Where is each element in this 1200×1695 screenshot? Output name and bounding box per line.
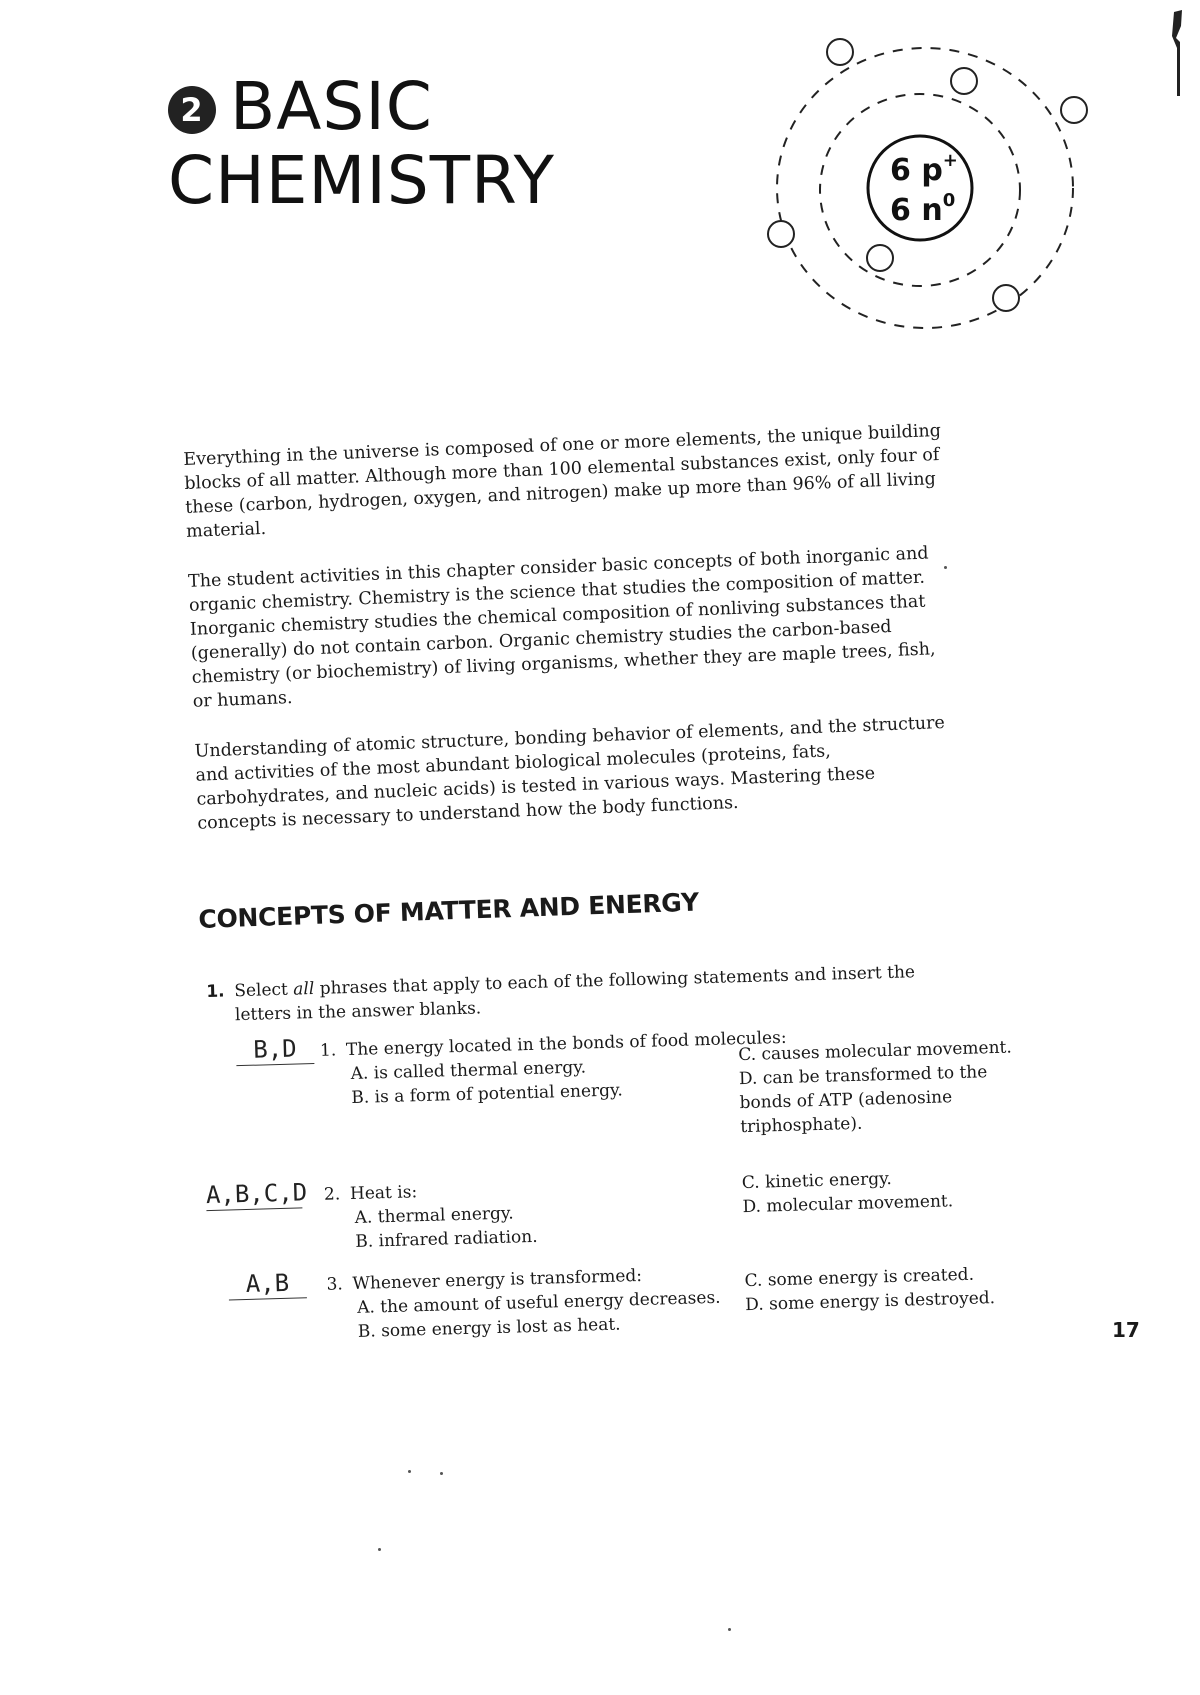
scan-speck — [440, 1472, 443, 1475]
electron — [951, 68, 977, 94]
option-a: A. the amount of useful energy decreases. — [356, 1287, 721, 1318]
electron — [993, 285, 1019, 311]
carbon-atom-diagram — [750, 20, 1090, 360]
option-a: A. is called thermal energy. — [350, 1057, 587, 1084]
section-heading: CONCEPTS OF MATTER AND ENERGY — [198, 887, 700, 934]
electron — [1061, 97, 1087, 123]
exercise-instruction: 1. Select all phrases that apply to each of the following statements and insert the letters in the answer blanks. — [206, 957, 1037, 1028]
question-number: 2. — [323, 1184, 341, 1205]
option-a: A. thermal energy. — [354, 1203, 514, 1228]
question-item — [208, 1013, 1041, 1146]
question-number: 3. — [326, 1274, 344, 1295]
chapter-number-badge: 2 — [168, 86, 216, 134]
question-stem: Heat is: — [349, 1182, 418, 1205]
question-stem: Whenever energy is transformed: — [352, 1265, 643, 1295]
chapter-introduction — [183, 419, 958, 862]
scan-speck — [378, 1548, 381, 1551]
nucleus-neutrons: 6 $n^0$ — [890, 190, 956, 228]
chapter-title-line2: CHEMISTRY — [168, 142, 555, 219]
option-d: D. can be transformed to the bonds of ATP (adenosine triphosphate). — [738, 1062, 988, 1138]
option-b: B. some energy is lost as heat. — [357, 1314, 621, 1342]
intro-paragraph: Understanding of atomic structure, bonding behavior of elements, and the structure and activities of the most abundant biological molecules (proteins, fats, carbohydrates, and nucleic acids) is tested in various ways. Mastering these concepts is necessary to understand how the body functions. — [194, 712, 946, 834]
question-item — [205, 1157, 1044, 1252]
option-b: B. infrared radiation. — [355, 1226, 538, 1252]
answer-blank[interactable]: B,D — [236, 1033, 315, 1066]
intro-paragraph: Everything in the universe is composed of one or more elements, the unique building blocks of all matter. Although more than 100 elemental substances exist, only four of these (carbon, hydrogen, oxygen, and nitrogen) make up more than 96% of all living material. — [183, 420, 942, 542]
exercise-number: 1. — [206, 981, 225, 1002]
answer-blank[interactable]: A,B — [228, 1267, 307, 1300]
scan-edge-mark — [1168, 8, 1184, 98]
question-number: 1. — [319, 1040, 337, 1061]
answer-blank[interactable]: A,B,C,D — [205, 1178, 308, 1210]
electron — [768, 221, 794, 247]
electron — [867, 245, 893, 271]
nucleus-protons: 6 p+ — [890, 150, 958, 188]
option-c: C. causes molecular movement. — [738, 1037, 1013, 1066]
scan-speck — [408, 1470, 411, 1473]
chapter-title — [168, 70, 555, 218]
electron — [827, 39, 853, 65]
scan-speck — [944, 566, 947, 569]
question-stem: The energy located in the bonds of food molecules: — [345, 1027, 787, 1061]
option-c: C. some energy is created. — [744, 1264, 975, 1292]
option-d: D. some energy is destroyed. — [745, 1288, 996, 1316]
question-item — [214, 1247, 1046, 1340]
option-d: D. molecular movement. — [742, 1191, 954, 1218]
chapter-title-line1: BASIC — [230, 68, 433, 145]
option-c: C. kinetic energy. — [741, 1168, 893, 1194]
intro-paragraph: The student activities in this chapter consider basic concepts of both inorganic and organic chemistry. Chemistry is the science that studies the composition of matter. Inorganic chemistry studies the chemical composition of nonliving substances that (generally) do not contain carbon. Organic chemistry studies the carbon-based chemistry (or biochemistry) of living organisms, whether they are maple trees, fish, or humans. — [187, 543, 936, 712]
page-number: 17 — [1112, 1318, 1140, 1342]
scan-speck — [728, 1628, 731, 1631]
exercise-1 — [205, 957, 1037, 1342]
option-b: B. is a form of potential energy. — [351, 1080, 624, 1108]
